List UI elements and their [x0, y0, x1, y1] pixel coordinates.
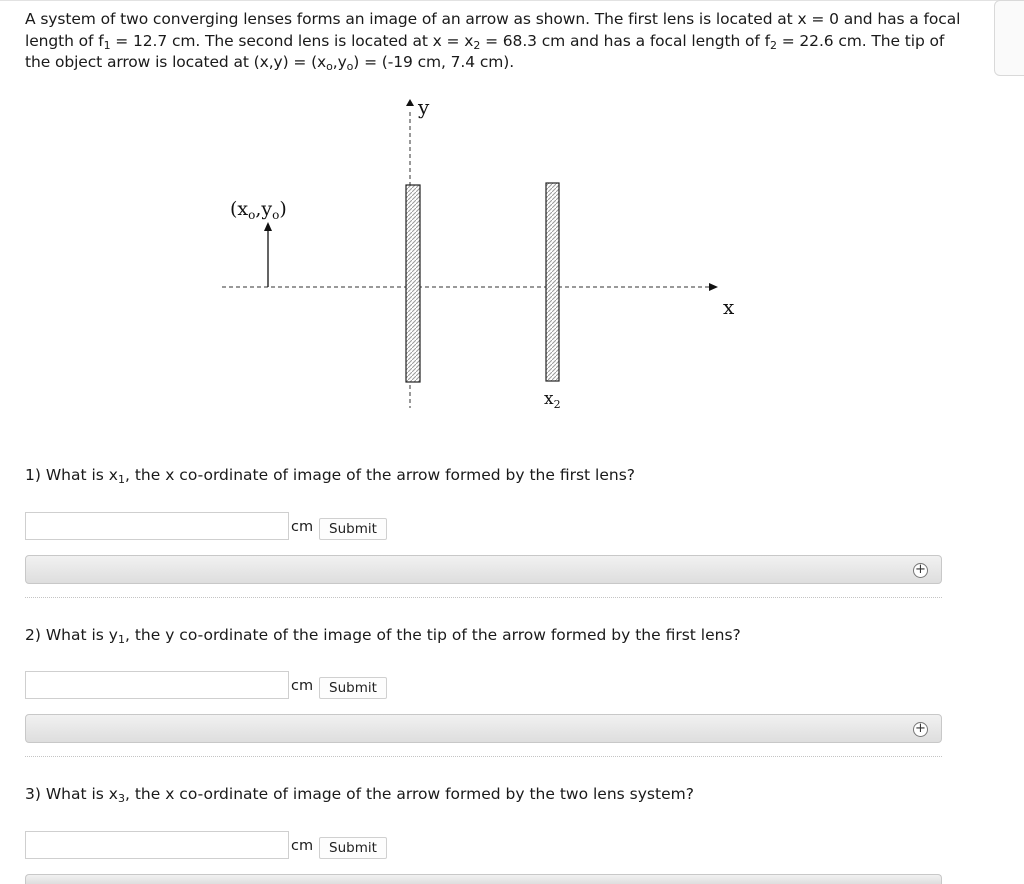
question-1-text: 1) What is $x_1$, the x co-ordinate of image of the arrow formed by the first lens? [25, 466, 636, 486]
hint-bar-1[interactable] [25, 555, 942, 584]
question-2-text: 2) What is $y_1$, the y co-ordinate of the image of the tip of the arrow formed by the first lens? [25, 626, 741, 646]
problem-statement: A system of two converging lenses forms an image of an arrow as shown. The first lens is located at x = 0 and has a focal length of $f_1 = 12.7$ cm. The second lens is located at $x = x_2 = 68.3$ cm and has a focal length of $f_2 = 22.6$ cm. The tip of the object arrow is located at $(x,y) = (x_o,y_o) = (-19$ cm, 7.4 cm). [25, 10, 961, 73]
answer-1-input[interactable] [25, 512, 289, 540]
lens-1 [406, 185, 420, 382]
y-axis-label: y [418, 95, 430, 119]
question-3-text: 3) What is $x_3$, the x co-ordinate of image of the arrow formed by the two lens system? [25, 785, 694, 805]
expand-plus-icon[interactable]: + [913, 722, 928, 737]
lens-2 [546, 183, 559, 381]
x-axis [222, 283, 718, 291]
object-arrow [264, 222, 272, 287]
answer-1-unit: cm [291, 519, 314, 535]
x-axis-label: x [723, 295, 735, 319]
lens-diagram [0, 0, 1024, 430]
answer-2-submit-button[interactable]: Submit [319, 677, 387, 699]
answer-2-unit: cm [291, 678, 314, 694]
answer-3-unit: cm [291, 838, 314, 854]
hint-bar-2[interactable] [25, 714, 942, 743]
expand-plus-icon[interactable]: + [913, 563, 928, 578]
answer-3-input[interactable] [25, 831, 289, 859]
answer-1-submit-button[interactable]: Submit [319, 518, 387, 540]
hint-bar-3[interactable] [25, 874, 942, 884]
answer-2-input[interactable] [25, 671, 289, 699]
section-divider [25, 597, 942, 598]
section-divider [25, 756, 942, 757]
answer-3-submit-button[interactable]: Submit [319, 837, 387, 859]
lens2-position-label: $x_2$ [544, 389, 561, 411]
object-label: $(x_o,y_o)$ [230, 198, 287, 222]
